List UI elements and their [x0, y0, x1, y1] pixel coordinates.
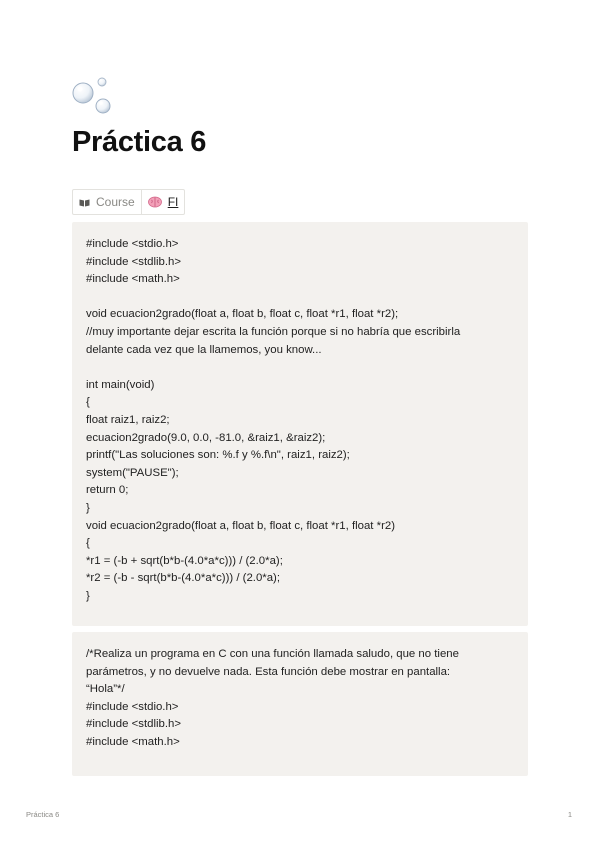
code-line: system("PAUSE");	[86, 466, 179, 479]
code-line: parámetros, y no devuelve nada. Esta función debe mostrar en pantalla:	[86, 665, 451, 678]
code-line: #include <stdlib.h>	[86, 718, 181, 731]
code-line: #include <stdlib.h>	[86, 255, 181, 268]
code-line: void ecuacion2grado(float a, float b, float c, float *r1, float *r2)	[86, 519, 395, 532]
code-line: /*Realiza un programa en C con una función llamada saludo, que no tiene	[86, 648, 459, 660]
code-line: #include <math.h>	[86, 735, 180, 748]
code-line: printf("Las soluciones son: %.f y %.f\n", raiz1, raiz2);	[86, 449, 350, 462]
code-line: void ecuacion2grado(float a, float b, float c, float *r1, float *r2);	[86, 308, 399, 321]
code-block	[72, 222, 528, 626]
code-line: float raiz1, raiz2;	[86, 413, 170, 426]
code-line: ecuacion2grado(9.0, 0.0, -81.0, &raiz1, &raiz2);	[86, 431, 326, 444]
property-course-label: Course	[96, 195, 135, 209]
code-line: //muy importante dejar escrita la función porque si no habría que escribirla	[86, 325, 461, 338]
code-line: return 0;	[86, 484, 129, 497]
code-line: delante cada vez que la llamemos, you know...	[86, 343, 322, 356]
code-line: #include <math.h>	[86, 273, 180, 286]
code-line: int main(void)	[86, 378, 155, 391]
page-title: Práctica 6	[72, 126, 207, 158]
code-line: }	[86, 501, 90, 514]
bubbles-icon	[70, 74, 116, 116]
footer-title: Práctica 6	[26, 810, 60, 819]
book-icon	[79, 198, 90, 207]
code-line: #include <stdio.h>	[86, 238, 179, 250]
code-line: *r1 = (-b + sqrt(b*b-(4.0*a*c))) / (2.0*a);	[86, 554, 283, 567]
property-course[interactable]	[73, 190, 141, 214]
code-line: #include <stdio.h>	[86, 700, 179, 713]
code-line: {	[86, 396, 90, 409]
brain-icon	[148, 196, 162, 208]
footer-page-number: 1	[567, 810, 572, 819]
code-line: }	[86, 589, 90, 602]
code-line	[86, 359, 514, 377]
code-line: “Hola”*/	[86, 683, 125, 696]
code-line	[86, 289, 514, 307]
code-line: {	[86, 537, 90, 550]
code-block	[72, 632, 528, 776]
property-fi-label: FI	[167, 195, 179, 209]
page-properties	[72, 189, 185, 215]
code-line: *r2 = (-b - sqrt(b*b-(4.0*a*c))) / (2.0*a);	[86, 572, 281, 585]
property-fi[interactable]	[141, 190, 185, 214]
